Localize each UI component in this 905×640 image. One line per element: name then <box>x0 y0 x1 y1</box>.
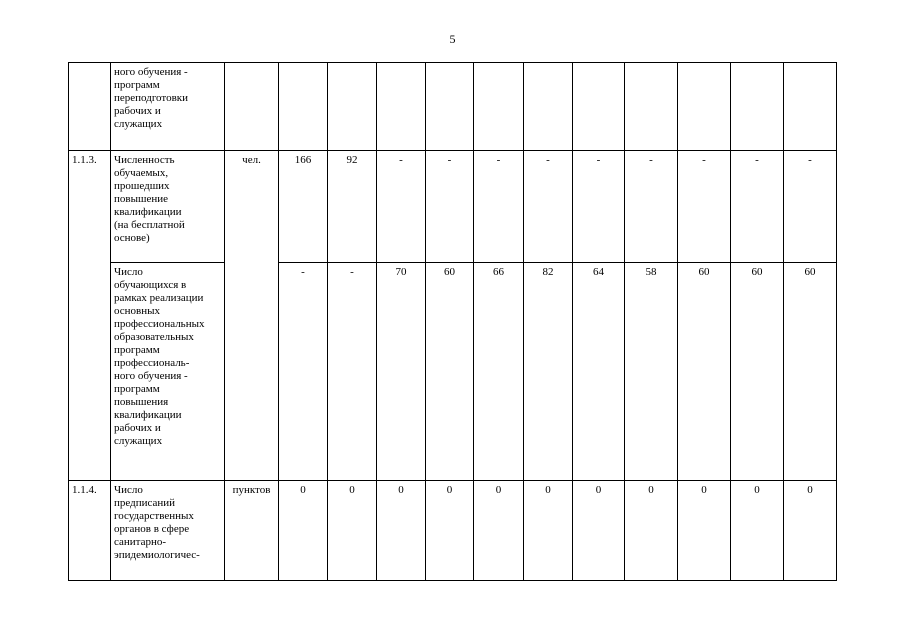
value-cell <box>474 63 524 151</box>
value-cell: 0 <box>678 481 731 581</box>
indicator-name-cell: Численность обучаемых, прошедших повышение квалификации (на бесплатной основе) <box>111 151 225 263</box>
value-cell: 66 <box>474 263 524 481</box>
value-cell: 60 <box>426 263 474 481</box>
value-cell <box>524 63 573 151</box>
value-cell: 166 <box>279 151 328 263</box>
value-cell: 64 <box>573 263 625 481</box>
table-row <box>69 63 837 151</box>
value-cell: 82 <box>524 263 573 481</box>
row-number-cell: 1.1.4. <box>69 481 111 581</box>
value-cell <box>731 63 784 151</box>
table-row <box>69 151 837 263</box>
value-cell: 70 <box>377 263 426 481</box>
value-cell: 60 <box>784 263 837 481</box>
value-cell: 58 <box>625 263 678 481</box>
value-cell <box>625 63 678 151</box>
value-cell: - <box>573 151 625 263</box>
value-cell <box>279 63 328 151</box>
table-row <box>69 481 837 581</box>
indicator-name-cell: Число предписаний государственных органов в сфере санитарно- эпидемиологичес- <box>111 481 225 581</box>
value-cell: 0 <box>474 481 524 581</box>
value-cell: 92 <box>328 151 377 263</box>
value-cell: 0 <box>426 481 474 581</box>
value-cell: - <box>731 151 784 263</box>
value-cell: 60 <box>731 263 784 481</box>
value-cell: 0 <box>573 481 625 581</box>
value-cell: - <box>279 263 328 481</box>
unit-cell: чел. <box>225 151 279 481</box>
value-cell: - <box>784 151 837 263</box>
value-cell <box>377 63 426 151</box>
value-cell: - <box>625 151 678 263</box>
unit-cell <box>225 63 279 151</box>
unit-cell: пунктов <box>225 481 279 581</box>
value-cell: 60 <box>678 263 731 481</box>
value-cell: 0 <box>328 481 377 581</box>
indicator-name-cell: Число обучающихся в рамках реализации основных профессиональных образовательных программ профессиональ- ного обучения - программ повышения квалификации рабочих и служащих <box>111 263 225 481</box>
value-cell <box>678 63 731 151</box>
value-cell <box>573 63 625 151</box>
value-cell: - <box>524 151 573 263</box>
value-cell <box>328 63 377 151</box>
value-cell <box>784 63 837 151</box>
value-cell: - <box>426 151 474 263</box>
value-cell: - <box>328 263 377 481</box>
value-cell <box>426 63 474 151</box>
value-cell: 0 <box>524 481 573 581</box>
table-row <box>69 263 837 481</box>
indicator-name-cell: ного обучения - программ переподготовки рабочих и служащих <box>111 63 225 151</box>
value-cell: - <box>474 151 524 263</box>
page-number: 5 <box>449 32 456 46</box>
value-cell: - <box>377 151 426 263</box>
value-cell: 0 <box>279 481 328 581</box>
row-number-cell <box>69 63 111 151</box>
row-number-cell: 1.1.3. <box>69 151 111 481</box>
value-cell: 0 <box>625 481 678 581</box>
value-cell: 0 <box>731 481 784 581</box>
value-cell: - <box>678 151 731 263</box>
indicator-table <box>68 62 837 581</box>
value-cell: 0 <box>377 481 426 581</box>
value-cell: 0 <box>784 481 837 581</box>
